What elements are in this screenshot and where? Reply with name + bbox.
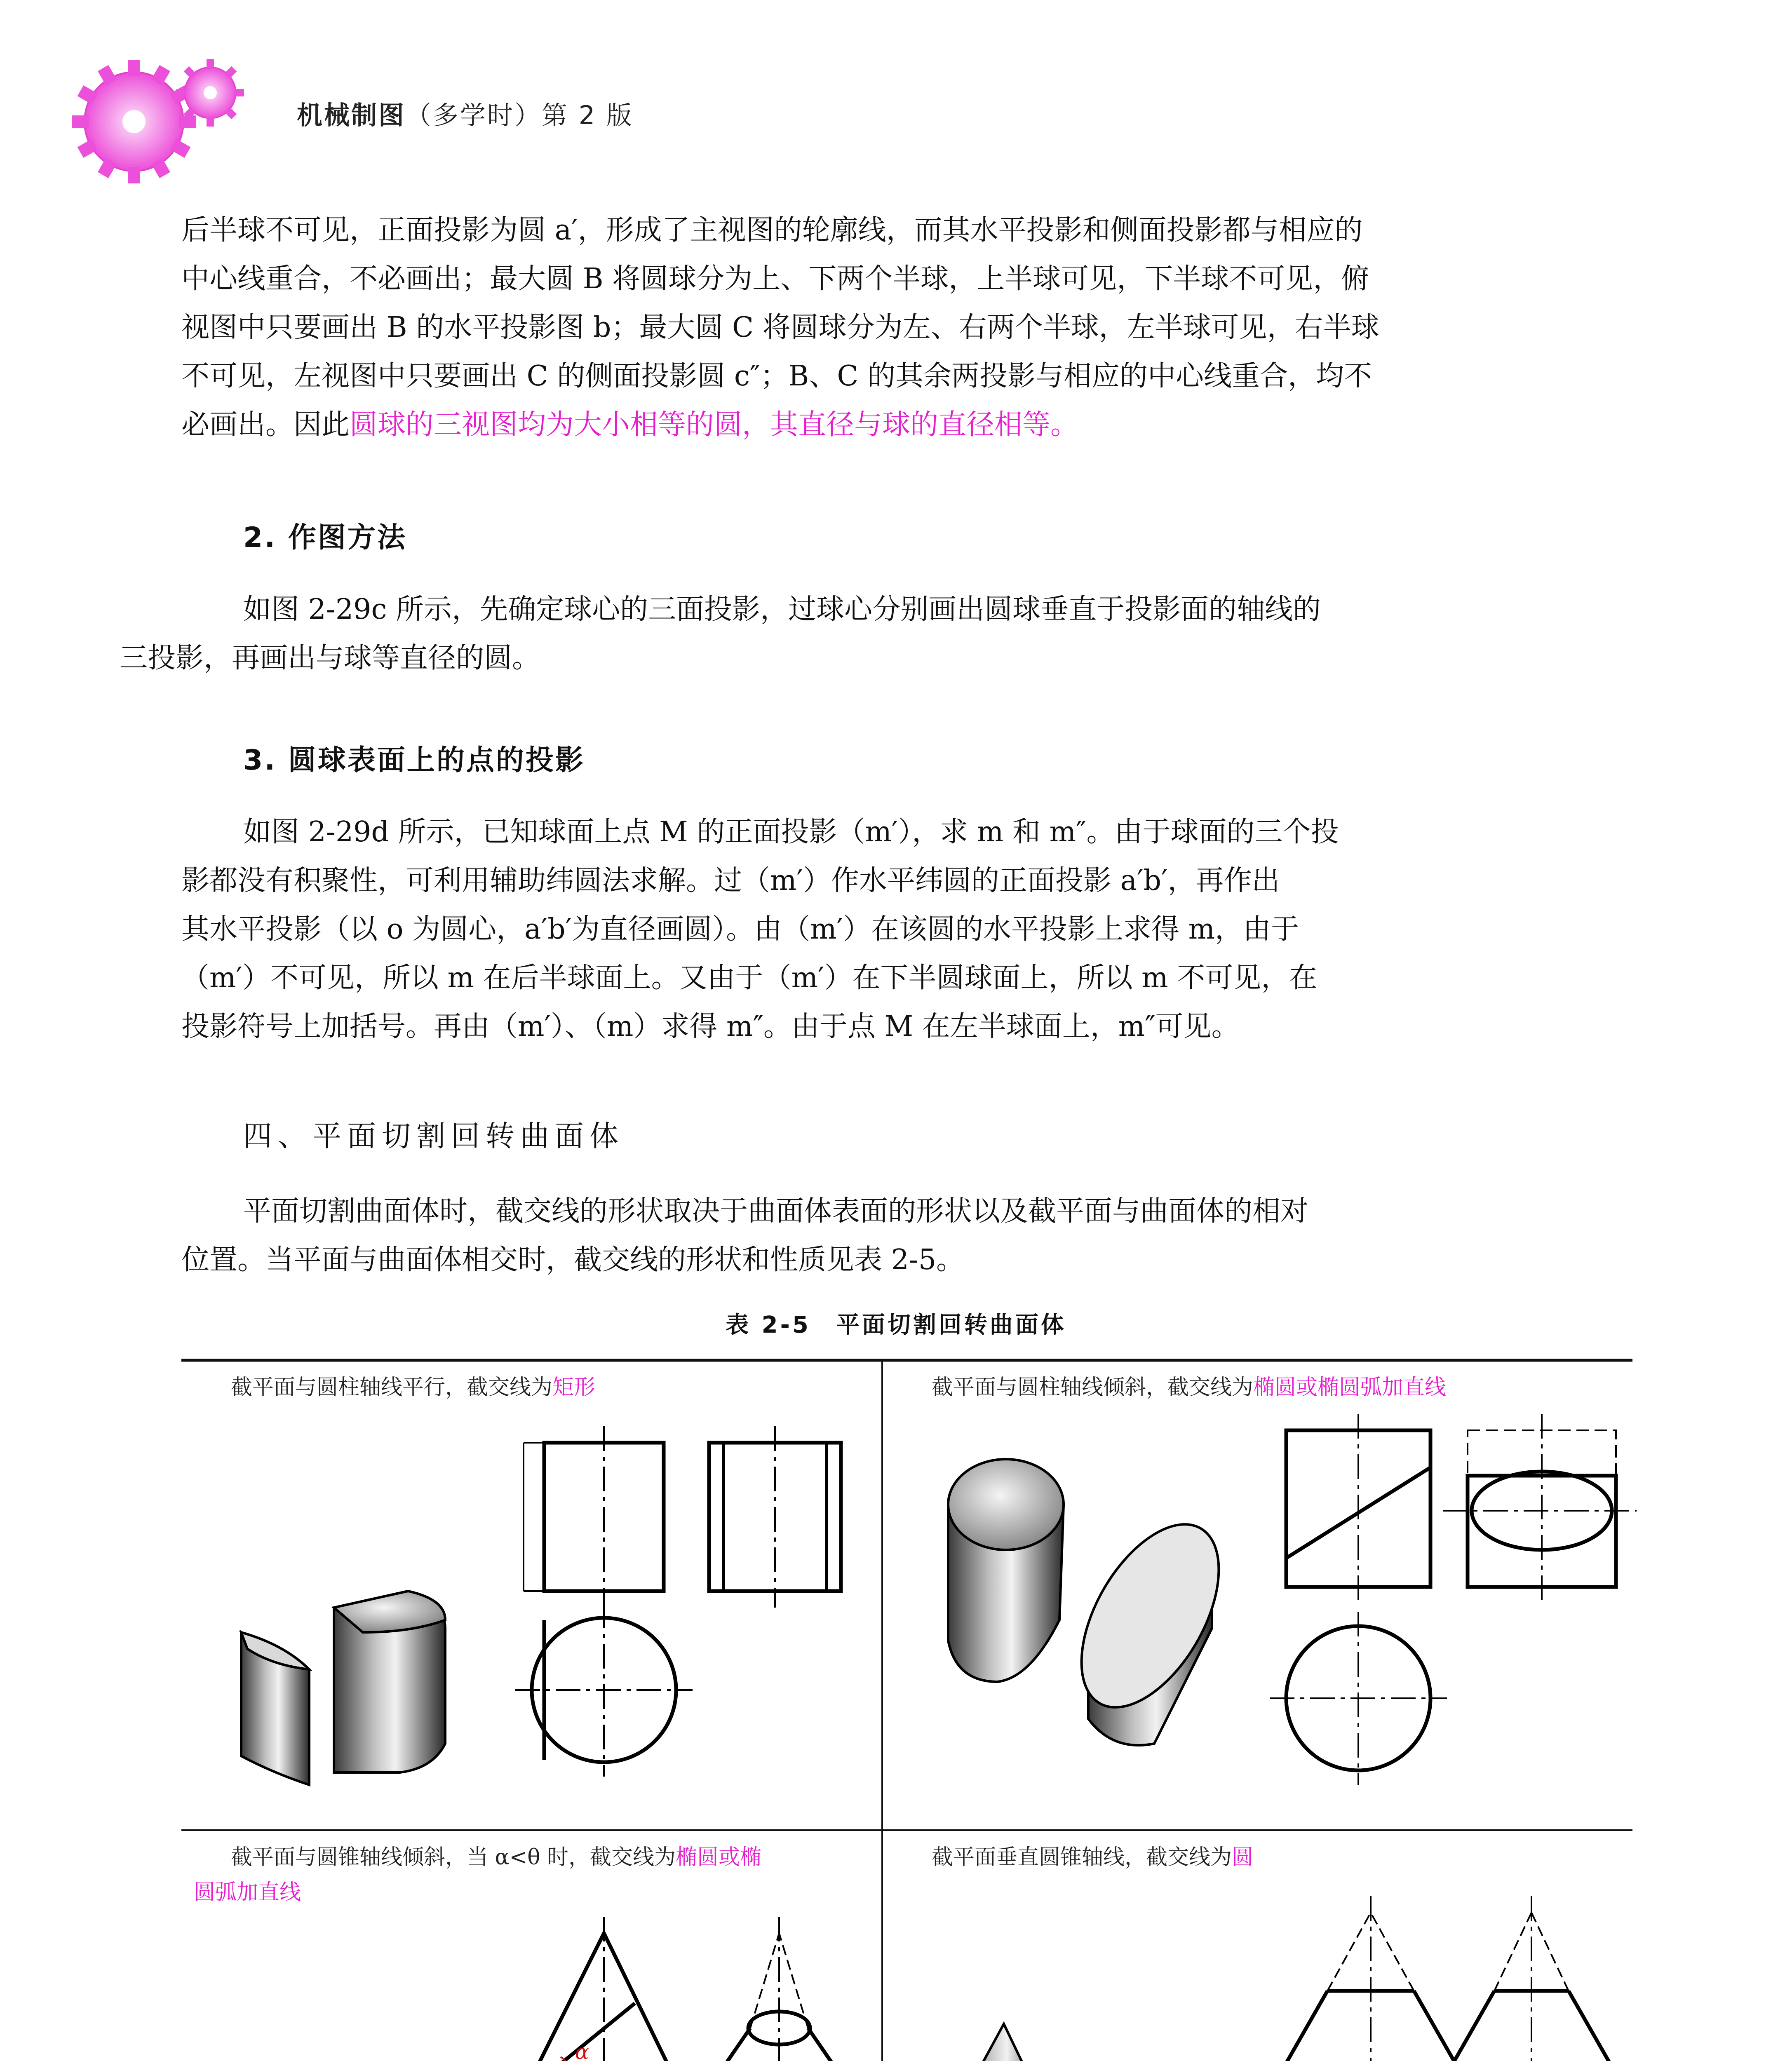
cone-inclined-front-view <box>524 1917 682 2061</box>
book-title-edition: （多学时）第 2 版 <box>406 100 634 130</box>
cylinder-inclined-front-view <box>1286 1414 1430 1603</box>
highlighted-conclusion: 圆球的三视图均为大小相等的圆，其直径与球的直径相等。 <box>350 408 1079 441</box>
cylinder-parallel-top-view <box>515 1603 693 1777</box>
text-line: 投影符号上加括号。再由（m′）、（m）求得 m″。由于点 M 在左半球面上，m″可见。 <box>181 1010 1240 1043</box>
cylinder-inclined-3d-illustration <box>948 1459 1247 1745</box>
text-line: 如图 2-29c 所示，先确定球心的三面投影，过球心分别画出圆球垂直于投影面的轴线的 <box>243 593 1321 626</box>
cone-inclined-side-view <box>705 1917 853 2061</box>
cell-text: 截平面与圆锥轴线倾斜，当 α<θ 时，截交线为 <box>231 1845 676 1870</box>
heading-drawing-method: 2. 作图方法 <box>243 521 407 554</box>
text-line: 不可见，左视图中只要画出 C 的侧面投影圆 c″；B、C 的其余两投影与相应的中心线重合，均不 <box>181 360 1372 392</box>
section-heading-plane-cutting: 四、平面切割回转曲面体 <box>243 1119 624 1153</box>
text-line: 后半球不可见，正面投影为圆 a′，形成了主视图的轮廓线，而其水平投影和侧面投影都与相应的 <box>181 214 1363 246</box>
cone-perpendicular-side-view <box>1445 1896 1618 2061</box>
text-line: 影都没有积聚性，可利用辅助纬圆法求解。过（m′）作水平纬圆的正面投影 a′b′，再作出 <box>181 864 1280 897</box>
angle-alpha-label: α <box>575 2040 589 2061</box>
cell-highlight: 椭圆或椭圆弧加直线 <box>1253 1375 1447 1400</box>
cell-highlight: 圆 <box>1232 1845 1254 1870</box>
cell-highlight: 椭圆或椭 <box>676 1845 762 1870</box>
cell-highlight: 矩形 <box>552 1375 596 1400</box>
text-line: 视图中只要画出 B 的水平投影图 b；最大圆 C 将圆球分为左、右两个半球，左半球可见，右半球 <box>181 311 1379 344</box>
cone-perpendicular-3d-illustration <box>952 2024 1233 2061</box>
table-title: 表 2-5 平面切割回转曲面体 <box>726 1312 1066 1338</box>
heading-surface-points: 3. 圆球表面上的点的投影 <box>243 744 585 777</box>
text-line: （m′）不可见，所以 m 在后半球面上。又由于（m′）在下半圆球面上，所以 m 不可见，在 <box>181 962 1318 994</box>
cylinder-parallel-side-view <box>709 1426 841 1608</box>
cell-text: 截平面垂直圆锥轴线，截交线为 <box>932 1845 1232 1870</box>
text-line: 位置。当平面与曲面体相交时，截交线的形状和性质见表 2-5。 <box>181 1244 965 1276</box>
text-line: 如图 2-29d 所示，已知球面上点 M 的正面投影（m′），求 m 和 m″。由于球面的三个投 <box>243 816 1339 848</box>
text-plain: 必画出。因此 <box>181 408 350 441</box>
cell-text: 截平面与圆柱轴线平行，截交线为 <box>231 1375 553 1400</box>
cell-highlight: 圆弧加直线 <box>194 1880 301 1905</box>
cylinder-parallel-front-view <box>524 1426 664 1608</box>
cell-text: 截平面与圆柱轴线倾斜，截交线为 <box>932 1375 1254 1400</box>
text-line: 平面切割曲面体时，截交线的形状取决于曲面体表面的形状以及截平面与曲面体的相对 <box>243 1195 1309 1228</box>
cylinder-parallel-3d-illustration <box>241 1591 445 1785</box>
cone-perpendicular-front-view <box>1278 1896 1463 2061</box>
text-line: 三投影，再画出与球等直径的圆。 <box>120 642 540 674</box>
cylinder-inclined-top-view <box>1270 1612 1447 1785</box>
cylinder-inclined-side-view <box>1443 1414 1637 1603</box>
text-line: 中心线重合，不必画出；最大圆 B 将圆球分为上、下两个半球，上半球可见，下半球不可见，俯 <box>181 263 1369 295</box>
text-line: 其水平投影（以 o 为圆心，a′b′为直径画圆）。由（m′）在该圆的水平投影上求得 m，由于 <box>181 913 1299 946</box>
book-title-main: 机械制图 <box>297 100 406 130</box>
